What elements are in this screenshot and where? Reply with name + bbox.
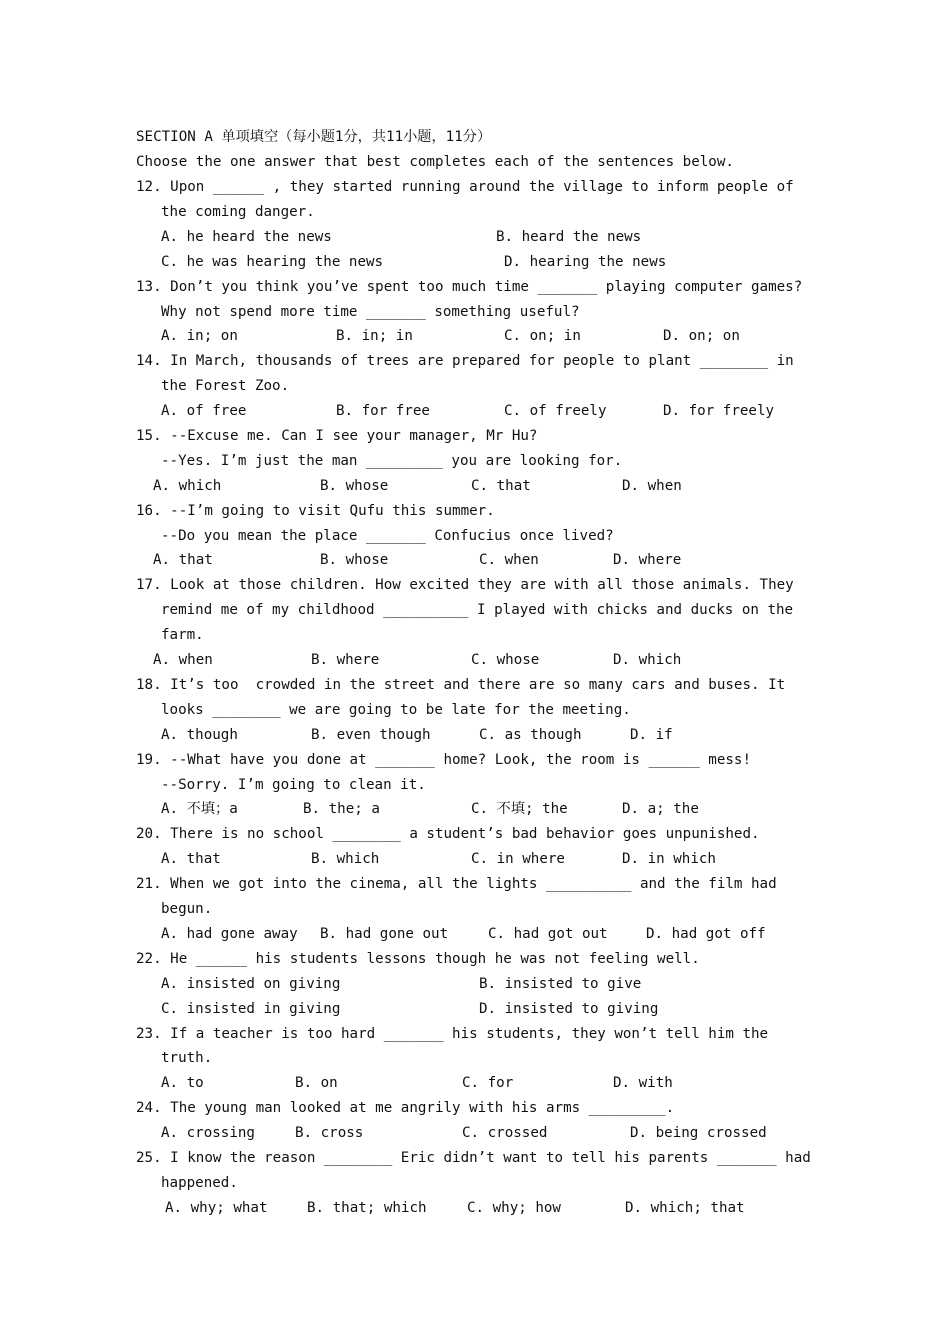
question-stem: 23. If a teacher is too hard _______ his students, they won’t tell him the — [136, 1026, 769, 1042]
question-stem-continued: --Do you mean the place _______ Confucius once lived? — [161, 528, 614, 544]
answer-option[interactable]: A. insisted on giving — [161, 976, 341, 992]
answer-option[interactable]: C. he was hearing the news — [161, 254, 384, 270]
question-stem: 21. When we got into the cinema, all the lights __________ and the film had — [136, 876, 777, 892]
answer-option[interactable]: C. whose — [471, 652, 540, 668]
answer-option[interactable]: A. why; what — [165, 1200, 268, 1216]
question-stem: 18. It’s too crowded in the street and there are so many cars and buses. It — [136, 677, 786, 693]
answer-option[interactable]: D. on; on — [663, 328, 740, 344]
answer-option[interactable]: B. on — [295, 1075, 338, 1091]
question-stem-continued: the Forest Zoo. — [161, 378, 290, 394]
answer-option[interactable]: A. crossing — [161, 1125, 255, 1141]
answer-option[interactable]: B. that; which — [307, 1200, 427, 1216]
question-stem-continued: remind me of my childhood __________ I played with chicks and ducks on the — [161, 602, 794, 618]
answer-option[interactable]: A. when — [153, 652, 213, 668]
answer-option[interactable]: D. in which — [622, 851, 716, 867]
answer-option[interactable]: D. which; that — [625, 1200, 745, 1216]
answer-option[interactable]: C. of freely — [504, 403, 607, 419]
question-stem: 14. In March, thousands of trees are prepared for people to plant ________ in — [136, 353, 794, 369]
answer-option[interactable]: C. crossed — [462, 1125, 548, 1141]
answer-option[interactable]: A. of free — [161, 403, 247, 419]
answer-option[interactable]: C. why; how — [467, 1200, 561, 1216]
answer-option[interactable]: B. had gone out — [320, 926, 449, 942]
question-stem-continued: looks ________ we are going to be late for the meeting. — [161, 702, 631, 718]
answer-option[interactable]: C. in where — [471, 851, 565, 867]
answer-option[interactable]: B. whose — [320, 552, 389, 568]
answer-option[interactable]: C. as though — [479, 727, 582, 743]
question-stem: 20. There is no school ________ a student’s bad behavior goes unpunished. — [136, 826, 760, 842]
answer-option[interactable]: D. for freely — [663, 403, 775, 419]
question-stem-continued: happened. — [161, 1175, 238, 1191]
answer-option[interactable]: D. a; the — [622, 801, 699, 817]
answer-option[interactable]: D. if — [630, 727, 673, 743]
answer-option[interactable]: B. whose — [320, 478, 389, 494]
question-stem-continued: farm. — [161, 627, 204, 643]
answer-option[interactable]: D. which — [613, 652, 682, 668]
answer-option[interactable]: C. for — [462, 1075, 514, 1091]
answer-option[interactable]: D. when — [622, 478, 682, 494]
answer-option[interactable]: B. even though — [311, 727, 431, 743]
answer-option[interactable]: D. where — [613, 552, 682, 568]
section-instruction: Choose the one answer that best completes each of the sentences below. — [136, 154, 734, 170]
question-stem: 25. I know the reason ________ Eric didn’t want to tell his parents _______ had — [136, 1150, 811, 1166]
answer-option[interactable]: C. insisted in giving — [161, 1001, 341, 1017]
answer-option[interactable]: B. for free — [336, 403, 430, 419]
question-stem: 17. Look at those children. How excited they are with all those animals. They — [136, 577, 794, 593]
answer-option[interactable]: C. on; in — [504, 328, 581, 344]
answer-option[interactable]: C. when — [479, 552, 539, 568]
question-stem: 16. --I’m going to visit Qufu this summer. — [136, 503, 495, 519]
answer-option[interactable]: B. which — [311, 851, 380, 867]
answer-option[interactable]: A. in; on — [161, 328, 238, 344]
question-stem: 12. Upon ______ , they started running around the village to inform people of — [136, 179, 794, 195]
answer-option[interactable]: B. cross — [295, 1125, 364, 1141]
question-stem-continued: begun. — [161, 901, 213, 917]
question-stem-continued: --Yes. I’m just the man _________ you are looking for. — [161, 453, 623, 469]
answer-option[interactable]: A. that — [161, 851, 221, 867]
question-stem-continued: truth. — [161, 1050, 213, 1066]
question-stem: 19. --What have you done at _______ home? Look, the room is ______ mess! — [136, 752, 751, 768]
question-stem: 22. He ______ his students lessons though he was not feeling well. — [136, 951, 700, 967]
answer-option[interactable]: B. the; a — [303, 801, 380, 817]
answer-option[interactable]: C. 不填; the — [471, 801, 568, 817]
question-stem: 24. The young man looked at me angrily with his arms _________. — [136, 1100, 675, 1116]
question-stem: 13. Don’t you think you’ve spent too much time _______ playing computer games? — [136, 279, 803, 295]
question-stem-continued: --Sorry. I’m going to clean it. — [161, 777, 426, 793]
answer-option[interactable]: D. hearing the news — [504, 254, 667, 270]
answer-option[interactable]: B. in; in — [336, 328, 413, 344]
answer-option[interactable]: B. heard the news — [496, 229, 642, 245]
question-stem: 15. --Excuse me. Can I see your manager, Mr Hu? — [136, 428, 538, 444]
answer-option[interactable]: A. 不填；a — [161, 801, 238, 817]
answer-option[interactable]: A. which — [153, 478, 222, 494]
answer-option[interactable]: C. that — [471, 478, 531, 494]
answer-option[interactable]: A. though — [161, 727, 238, 743]
answer-option[interactable]: C. had got out — [488, 926, 608, 942]
answer-option[interactable]: A. had gone away — [161, 926, 298, 942]
answer-option[interactable]: D. with — [613, 1075, 673, 1091]
answer-option[interactable]: A. he heard the news — [161, 229, 332, 245]
answer-option[interactable]: D. had got off — [646, 926, 766, 942]
question-stem-continued: the coming danger. — [161, 204, 315, 220]
answer-option[interactable]: D. being crossed — [630, 1125, 767, 1141]
answer-option[interactable]: A. to — [161, 1075, 204, 1091]
question-stem-continued: Why not spend more time _______ something useful? — [161, 304, 580, 320]
answer-option[interactable]: D. insisted to giving — [479, 1001, 659, 1017]
answer-option[interactable]: A. that — [153, 552, 213, 568]
answer-option[interactable]: B. where — [311, 652, 380, 668]
section-title: SECTION A 单项填空（每小题1分，共11小题，11分） — [136, 129, 492, 145]
answer-option[interactable]: B. insisted to give — [479, 976, 642, 992]
